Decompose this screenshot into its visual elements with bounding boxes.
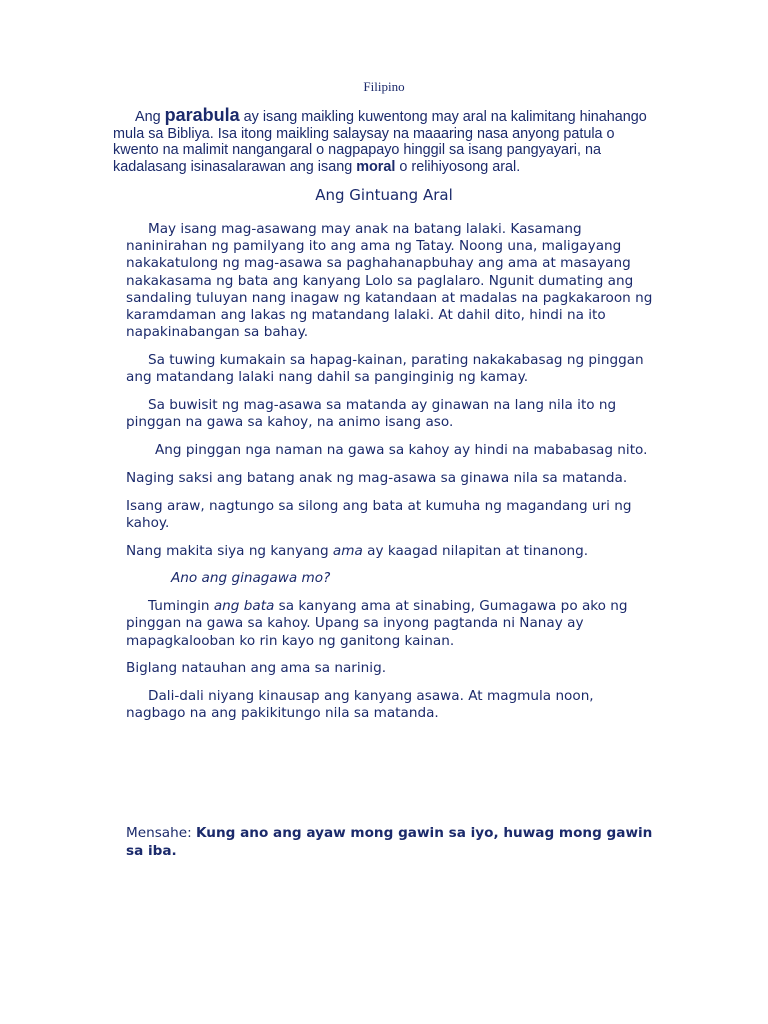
story-paragraph-4 [126, 442, 656, 459]
story-text: Tumingin [148, 598, 214, 615]
story-text: ay kaagad nilapitan at tinanong. [362, 542, 589, 559]
story-text: Nang makita siya ng kanyang [126, 542, 333, 559]
intro-keyword: parabula [164, 105, 240, 125]
story-text: sa kanyang ama at sinabing, Gumagawa po ako ng pinggan na gawa sa kahoy. Upang sa inyong pagtanda ni Nanay ay mapagkalooban ko rin kayo ng ganitong kainan. [126, 598, 628, 649]
story-paragraph-6 [126, 498, 656, 532]
story-italic: ama [332, 542, 363, 559]
story-paragraph-10 [126, 660, 656, 677]
intro-keyword-moral: moral [356, 158, 396, 175]
intro-text-before: Ang [135, 109, 165, 125]
story-text: Biglang natauhan ang ama sa narinig. [126, 660, 387, 677]
story-text: Ang pinggan nga naman na gawa sa kahoy ay hindi na mababasag nito. [155, 442, 648, 459]
story-paragraph-9 [126, 598, 656, 650]
intro-text-after2: o relihiyosong aral. [395, 158, 521, 175]
story-question: Ano ang ginagawa mo? [171, 570, 331, 587]
story-text: May isang mag-asawang may anak na batang lalaki. Kasamang naninirahan ng pamilyang ito ang ama ng Tatay. Noong una, maligayang nakakatulong ng mag-asawa sa paghahanapbuhay ang ama at masayang nakakasama ng bata ang kanyang Lolo sa paglalaro. Ngunit dumating ang sandaling tuluyan nang inagaw ng katandaan at madalas na pagkakaroon ng karamdaman ang lakas ng matandang lalaki. At dahil dito, hindi na ito napakinabangan sa bahay. [126, 221, 653, 341]
story-paragraph-3 [126, 397, 656, 431]
intro-text-after1: ay isang maikling kuwentong may aral na kalimitang hinahango mula sa Bibliya. Isa itong maikling salaysay na maaaring nasa anyong patula o kwento na malimit nangangaral o nagpapayo hinggil sa isang pangyayari, na kadalasang isinasalarawan ang isang [113, 109, 647, 175]
intro-paragraph [113, 107, 658, 175]
story-text: Sa buwisit ng mag-asawa sa matanda ay ginawan na lang nila ito ng pinggan na gawa sa kahoy, na animo isang aso. [126, 397, 617, 431]
story-body [126, 221, 656, 733]
story-paragraph-5 [126, 470, 656, 487]
story-paragraph-8 [126, 570, 656, 587]
story-paragraph-1 [126, 221, 656, 341]
story-paragraph-7 [126, 543, 656, 560]
story-text: Dali-dali niyang kinausap ang kanyang asawa. At magmula noon, nagbago na ang pakikitungo nila sa matanda. [126, 688, 594, 722]
story-text: Isang araw, nagtungo sa silong ang bata at kumuha ng magandang uri ng kahoy. [126, 497, 632, 531]
moral-label: Mensahe: [126, 825, 196, 841]
story-title: Ang Gintuang Aral [315, 186, 453, 204]
moral-message [126, 825, 656, 860]
story-paragraph-2 [126, 352, 656, 386]
moral-text: Kung ano ang ayaw mong gawin sa iyo, huwag mong gawin sa iba. [126, 825, 653, 859]
story-text: Naging saksi ang batang anak ng mag-asawa sa ginawa nila sa matanda. [126, 469, 628, 486]
story-italic: ang bata [213, 598, 275, 615]
page-header: Filipino [363, 79, 405, 94]
story-text: Sa tuwing kumakain sa hapag-kainan, parating nakakabasag ng pinggan ang matandang lalaki nang dahil sa panginginig ng kamay. [126, 352, 644, 386]
story-paragraph-11 [126, 688, 656, 722]
